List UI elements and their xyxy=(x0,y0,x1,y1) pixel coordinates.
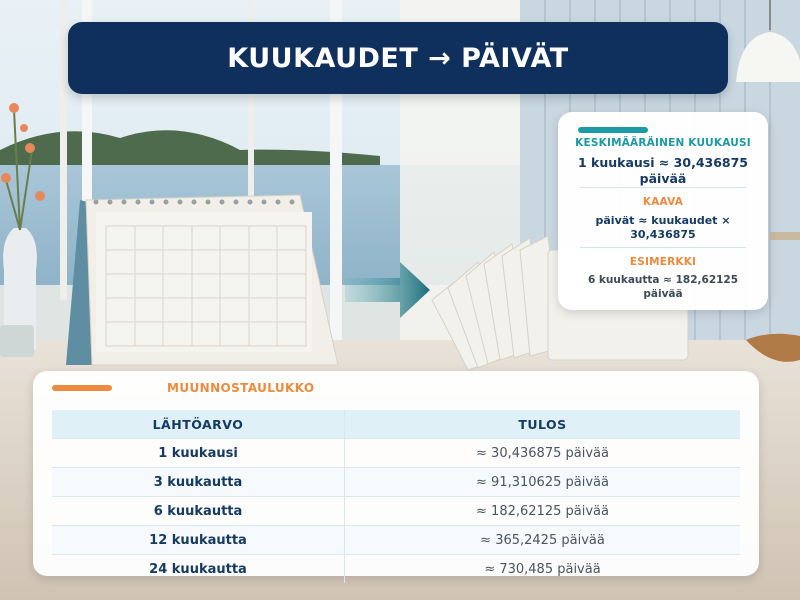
result-cell: ≈ 365,2425 päivää xyxy=(345,526,741,555)
info-divider xyxy=(580,187,746,188)
example-label: ESIMERKKI xyxy=(629,256,697,268)
info-divider xyxy=(580,247,746,248)
column-header-result: TULOS xyxy=(345,410,741,439)
table-row xyxy=(52,468,740,497)
conversion-table xyxy=(52,410,740,583)
source-cell: 1 kuukausi xyxy=(52,439,345,468)
table-row xyxy=(52,439,740,468)
info-card-accent-bar xyxy=(578,127,648,133)
example-value: 6 kuukautta ≈ 182,62125 päivää xyxy=(587,274,739,300)
source-cell: 24 kuukautta xyxy=(52,555,345,584)
formula-label: KAAVA xyxy=(642,196,684,208)
table-row xyxy=(52,555,740,584)
table-title: MUUNNOSTAULUKKO xyxy=(167,381,315,395)
table-header-row xyxy=(52,410,740,439)
average-month-value: 1 kuukausi ≈ 30,436875 päivää xyxy=(577,155,749,187)
table-row xyxy=(52,497,740,526)
info-card xyxy=(558,112,768,310)
conversion-table-card xyxy=(33,371,759,576)
source-cell: 3 kuukautta xyxy=(52,468,345,497)
formula-value: päivät ≈ kuukaudet × 30,436875 xyxy=(595,214,731,242)
average-month-label: KESKIMÄÄRÄINEN KUUKAUSI xyxy=(575,137,751,149)
result-cell: ≈ 182,62125 päivää xyxy=(345,497,741,526)
column-header-source: LÄHTÖARVO xyxy=(52,410,345,439)
result-cell: ≈ 91,310625 päivää xyxy=(345,468,741,497)
page-title: KUUKAUDET → PÄIVÄT xyxy=(227,42,569,74)
source-cell: 6 kuukautta xyxy=(52,497,345,526)
table-row xyxy=(52,526,740,555)
result-cell: ≈ 30,436875 päivää xyxy=(345,439,741,468)
title-banner xyxy=(68,22,728,94)
table-accent-bar xyxy=(52,385,112,391)
source-cell: 12 kuukautta xyxy=(52,526,345,555)
result-cell: ≈ 730,485 päivää xyxy=(345,555,741,584)
